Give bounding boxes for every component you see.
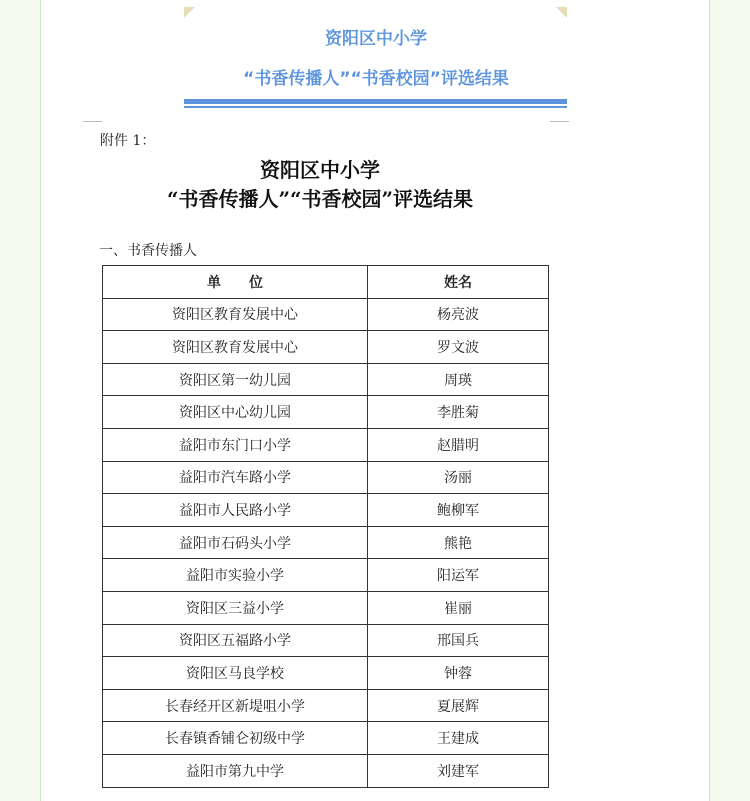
section-heading: 一、书香传播人 (99, 243, 197, 259)
article-header-line2: “书香传播人”“书香校园”评选结果 (243, 69, 509, 89)
unit-cell: 益阳市石码头小学 (103, 526, 368, 559)
name-cell: 钟蓉 (368, 657, 549, 690)
unit-cell: 益阳市第九中学 (103, 754, 368, 787)
table-row (103, 298, 549, 331)
name-cell: 鲍柳军 (368, 494, 549, 527)
header-divider-thin (184, 106, 567, 108)
table-body (103, 298, 549, 787)
unit-cell: 益阳市汽车路小学 (103, 461, 368, 494)
award-table (102, 265, 549, 788)
unit-cell: 益阳市实验小学 (103, 559, 368, 592)
unit-cell: 资阳区第一幼儿园 (103, 363, 368, 396)
name-cell: 赵腊明 (368, 428, 549, 461)
document-title-line1: 资阳区中小学 (260, 158, 380, 182)
table-row (103, 396, 549, 429)
attachment-label: 附件 1： (100, 133, 156, 149)
table-row (103, 657, 549, 690)
unit-cell: 资阳区中心幼儿园 (103, 396, 368, 429)
name-cell: 王建成 (368, 722, 549, 755)
table-row (103, 461, 549, 494)
table-row (103, 428, 549, 461)
unit-cell: 资阳区教育发展中心 (103, 298, 368, 331)
table-row (103, 559, 549, 592)
name-cell: 汤丽 (368, 461, 549, 494)
document-title-line2: “书香传播人”“书香校园”评选结果 (166, 187, 473, 211)
table-row (103, 591, 549, 624)
table-row (103, 722, 549, 755)
table-row (103, 331, 549, 364)
name-cell: 李胜菊 (368, 396, 549, 429)
table-header-row (103, 266, 549, 299)
unit-cell: 资阳区五福路小学 (103, 624, 368, 657)
table-row (103, 526, 549, 559)
table-row (103, 494, 549, 527)
document-margin-mark-left (83, 121, 102, 122)
document-margin-mark-right (550, 121, 569, 122)
table-row (103, 754, 549, 787)
unit-cell: 益阳市人民路小学 (103, 494, 368, 527)
column-header-unit: 单 位 (103, 266, 368, 299)
header-divider-thick (184, 99, 567, 104)
name-cell: 罗文波 (368, 331, 549, 364)
table-row (103, 363, 549, 396)
unit-cell: 长春镇香铺仑初级中学 (103, 722, 368, 755)
article-header-line1: 资阳区中小学 (325, 29, 427, 49)
table-row (103, 689, 549, 722)
name-cell: 熊艳 (368, 526, 549, 559)
name-cell: 崔丽 (368, 591, 549, 624)
name-cell: 邢国兵 (368, 624, 549, 657)
name-cell: 周瑛 (368, 363, 549, 396)
corner-decoration-left (184, 7, 195, 18)
unit-cell: 资阳区三益小学 (103, 591, 368, 624)
article-page (40, 0, 710, 801)
name-cell: 夏展辉 (368, 689, 549, 722)
unit-cell: 长春经开区新堤咀小学 (103, 689, 368, 722)
unit-cell: 资阳区马良学校 (103, 657, 368, 690)
table-row (103, 624, 549, 657)
name-cell: 阳运军 (368, 559, 549, 592)
column-header-name: 姓名 (368, 266, 549, 299)
unit-cell: 资阳区教育发展中心 (103, 331, 368, 364)
name-cell: 刘建军 (368, 754, 549, 787)
unit-cell: 益阳市东门口小学 (103, 428, 368, 461)
corner-decoration-right (556, 7, 567, 18)
name-cell: 杨亮波 (368, 298, 549, 331)
